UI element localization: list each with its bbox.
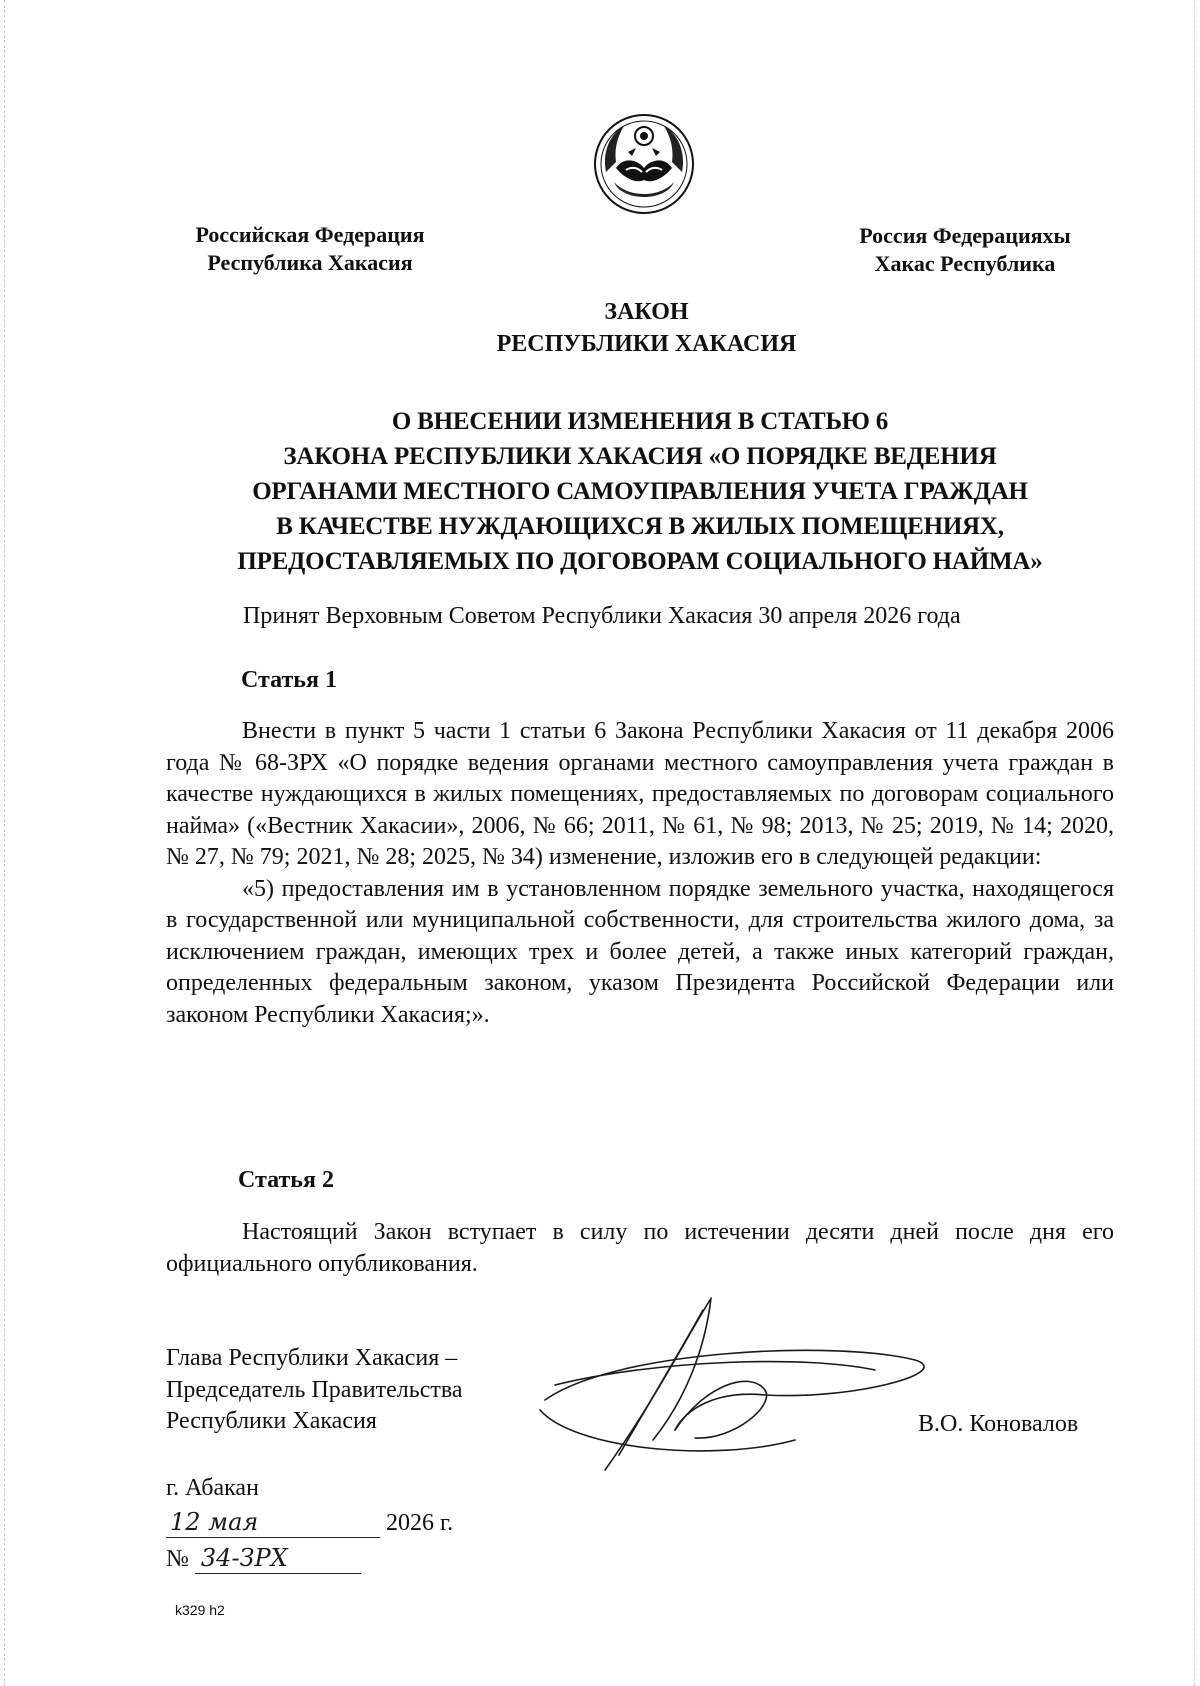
article-1-body (166, 716, 1114, 1031)
header-right-republic: Хакас Республика (874, 251, 1056, 276)
signatory-title-line: Председатель Правительства (166, 1376, 463, 1403)
law-subject-line: ПРЕДОСТАВЛЯЕМЫХ ПО ДОГОВОРАМ СОЦИАЛЬНОГО НАЙМА» (237, 548, 1043, 575)
handwritten-date: 12 мая (166, 1507, 380, 1538)
coat-of-arms-emblem (592, 112, 696, 216)
article-1-paragraph: Внести в пункт 5 части 1 статьи 6 Закона Республики Хакасия от 11 декабря 2006 года № 68-ЗРХ «О порядке ведения органами местного самоуправления учета граждан в качестве нуждающихся в жилых помещениях, предоставляемых по договорам социального найма» («Вестник Хакасии», 2006, № 66; 2011, № 61, № 98; 2013, № 25; 2019, № 14; 2020, № 27, № 79; 2021, № 28; 2025, № 34) изменение, изложив его в следующей редакции: (166, 718, 1114, 870)
header-left (170, 221, 450, 277)
article-2-paragraph: Настоящий Закон вступает в силу по истечении десяти дней после дня его официального опубликования. (166, 1219, 1114, 1277)
date-line (166, 1507, 453, 1538)
date-year: 2026 г. (386, 1510, 454, 1536)
document-code: k329 h2 (175, 1602, 225, 1618)
city: г. Абакан (166, 1475, 259, 1501)
header-right-country: Россия Федерацияхы (859, 223, 1071, 248)
adoption-statement: Принят Верховным Советом Республики Хакасия 30 апреля 2026 года (243, 603, 961, 629)
header-right (840, 222, 1090, 278)
signatory-title-line: Глава Республики Хакасия – (166, 1345, 458, 1371)
law-subject-line: О ВНЕСЕНИИ ИЗМЕНЕНИЯ В СТАТЬЮ 6 (391, 408, 889, 435)
article-1-paragraph: «5) предоставления им в установленном порядке земельного участка, находящегося в государственной или муниципальной собственности, для строительства жилого дома, за исключением граждан, имеющих трех и более детей, а также иных категорий граждан, определенных федеральным законом, указом Президента Российской Федерации или законом Республики Хакасия;». (166, 875, 1114, 1028)
article-2-heading: Статья 2 (238, 1167, 334, 1193)
scan-edge-right (1194, 0, 1196, 1686)
article-1-heading: Статья 1 (241, 667, 337, 693)
law-title-line2: РЕСПУБЛИКИ ХАКАСИЯ (496, 331, 797, 357)
article-2-body (166, 1217, 1114, 1280)
signatory-title (166, 1343, 463, 1438)
header-left-republic: Республика Хакасия (207, 250, 413, 275)
handwritten-law-number: 34-ЗРХ (195, 1543, 361, 1574)
law-title (0, 296, 1200, 360)
law-subject-line: ЗАКОНА РЕСПУБЛИКИ ХАКАСИЯ «О ПОРЯДКЕ ВЕДЕНИЯ (283, 443, 997, 470)
signer-name: В.О. Коновалов (918, 1411, 1079, 1437)
number-prefix: № (166, 1546, 189, 1572)
handwritten-signature (535, 1290, 935, 1475)
law-subject-line: В КАЧЕСТВЕ НУЖДАЮЩИХСЯ В ЖИЛЫХ ПОМЕЩЕНИЯХ, (276, 513, 1004, 540)
header-left-country: Российская Федерация (195, 222, 425, 247)
law-title-line1: ЗАКОН (604, 299, 689, 325)
signatory-title-line: Республики Хакасия (166, 1408, 377, 1434)
scan-edge-left (4, 0, 6, 1686)
law-number-line (166, 1543, 361, 1574)
law-subject-line: ОРГАНАМИ МЕСТНОГО САМОУПРАВЛЕНИЯ УЧЕТА ГРАЖДАН (252, 478, 1028, 505)
law-subject (140, 404, 1140, 579)
